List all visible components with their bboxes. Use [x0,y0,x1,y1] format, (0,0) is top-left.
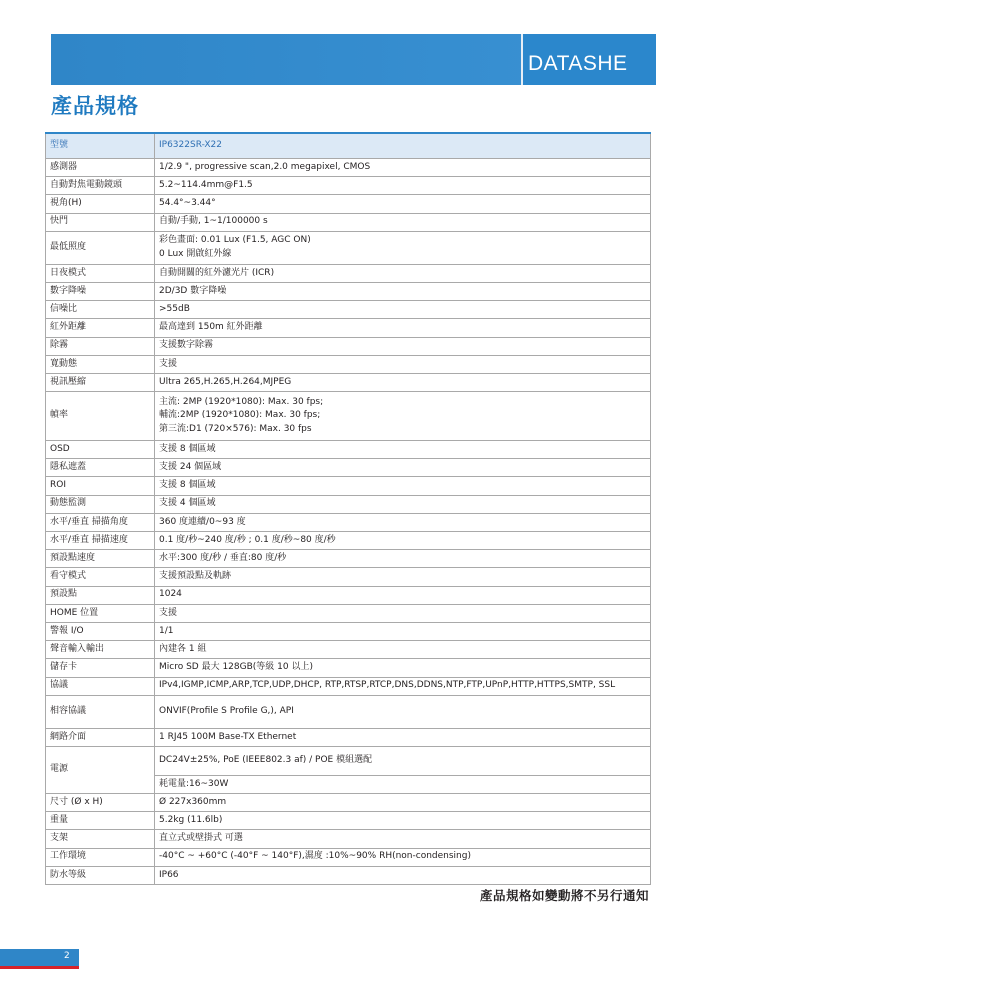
spec-value [155,830,651,848]
table-row [46,159,651,177]
spec-label: 聲音輸入輸出 [46,641,155,659]
spec-value-line: 第三流:D1 (720×576): Max. 30 fps [159,423,312,434]
spec-value-line: 自動/手動, 1~1/100000 s [159,216,268,227]
table-row [46,622,651,640]
spec-label: 協議 [46,677,155,695]
table-row [46,728,651,746]
spec-value-line: 直立式或壁掛式 可選 [159,833,243,844]
spec-label: HOME 位置 [46,604,155,622]
table-row [46,659,651,677]
table-row [46,392,651,441]
spec-value-line: IPv4,IGMP,ICMP,ARP,TCP,UDP,DHCP, RTP,RTSP,RTCP,DNS,DDNS,NTP,FTP,UPnP,HTTP,HTTPS,SMTP, SSL [159,680,616,691]
spec-label: 動態監測 [46,495,155,513]
spec-value [155,794,651,812]
spec-value [155,622,651,640]
spec-label: 紅外距離 [46,319,155,337]
table-row [46,264,651,282]
spec-value [155,477,651,495]
table-row [46,231,651,264]
spec-label: 自動對焦電動鏡頭 [46,177,155,195]
spec-value-line: 輔流:2MP (1920*1080): Max. 30 fps; [159,410,321,421]
table-row [46,337,651,355]
spec-label: 數字降噪 [46,282,155,300]
spec-value [155,586,651,604]
spec-value [155,866,651,884]
spec-value-line: 彩色畫面: 0.01 Lux (F1.5, AGC ON) [159,235,311,246]
spec-value-line: Ultra 265,H.265,H.264,MJPEG [159,376,292,387]
spec-label: 最低照度 [46,231,155,264]
spec-value [155,812,651,830]
spec-value [155,659,651,677]
table-row [46,830,651,848]
spec-value-line: 1/2.9 ", progressive scan,2.0 megapixel, CMOS [159,161,371,172]
spec-label: 重量 [46,812,155,830]
spec-label: 電源 [46,746,155,793]
footer-red-line [0,966,79,969]
spec-value [155,392,651,441]
spec-label: 信噪比 [46,301,155,319]
spec-label: 尺寸 (Ø x H) [46,794,155,812]
header-banner-text: DATASHE [528,52,628,75]
spec-value [155,568,651,586]
spec-value-line: 2D/3D 數字降噪 [159,285,227,296]
spec-value-line: 支援 8 個區域 [159,443,216,454]
spec-label: 支架 [46,830,155,848]
header-model: IP6322SR-X22 [155,133,651,159]
spec-value [155,441,651,459]
spec-value-line: 0 Lux 開啟紅外線 [159,248,232,259]
table-row [46,477,651,495]
table-row [46,177,651,195]
spec-label: 隱私遮蓋 [46,459,155,477]
spec-label: 日夜模式 [46,264,155,282]
spec-table-header [46,133,651,159]
spec-value [155,459,651,477]
spec-value-line: 支援數字除霧 [159,340,214,351]
spec-value-line: 支援 [159,358,178,369]
spec-value: DC24V±25%, PoE (IEEE802.3 af) / POE 模組選配 [155,746,651,775]
spec-label: 警報 I/O [46,622,155,640]
spec-value [155,677,651,695]
spec-value [155,604,651,622]
spec-label: 相容協議 [46,695,155,728]
spec-value [155,355,651,373]
header-label: 型號 [46,133,155,159]
spec-label: 水平/垂直 掃描速度 [46,532,155,550]
spec-value-line: 主流: 2MP (1920*1080): Max. 30 fps; [159,396,324,407]
spec-value [155,641,651,659]
table-row [46,459,651,477]
table-row [46,586,651,604]
spec-value-line: 54.4°~3.44° [159,198,216,209]
spec-label: 看守模式 [46,568,155,586]
spec-value [155,532,651,550]
spec-label: 除霧 [46,337,155,355]
table-row [46,282,651,300]
spec-value-line: 支援 4 個區域 [159,498,216,509]
spec-label: 網路介面 [46,728,155,746]
table-row [46,568,651,586]
spec-value [155,264,651,282]
spec-value [155,728,651,746]
table-row [46,641,651,659]
spec-value-line: 0.1 度/秒~240 度/秒 ; 0.1 度/秒~80 度/秒 [159,534,336,545]
spec-label: 感測器 [46,159,155,177]
spec-value-line: Ø 227x360mm [159,796,227,807]
spec-value [155,319,651,337]
spec-label: 視角(H) [46,195,155,213]
spec-label: 視訊壓縮 [46,373,155,391]
spec-label: 預設點速度 [46,550,155,568]
spec-value [155,695,651,728]
spec-value-line: 支援 24 個區域 [159,462,222,473]
table-row [46,532,651,550]
spec-value [155,550,651,568]
spec-label: 快門 [46,213,155,231]
spec-value: 耗電量:16~30W [155,775,651,793]
spec-label: OSD [46,441,155,459]
spec-value [155,177,651,195]
table-row [46,848,651,866]
table-row [46,812,651,830]
spec-label: 防水等級 [46,866,155,884]
spec-label: 預設點 [46,586,155,604]
spec-table [45,132,651,885]
spec-value-line: ONVIF(Profile S Profile G,), API [159,705,294,716]
table-row [46,604,651,622]
spec-value [155,159,651,177]
table-row [46,550,651,568]
spec-value [155,282,651,300]
page-title: 產品規格 [51,94,139,118]
spec-value-line: 5.2kg (11.6lb) [159,815,223,826]
spec-value [155,848,651,866]
spec-value-line: 水平:300 度/秒 / 垂直:80 度/秒 [159,553,287,564]
spec-value-line: IP66 [159,869,179,880]
spec-label: 水平/垂直 掃描角度 [46,513,155,531]
spec-value-line: 1/1 [159,625,174,636]
spec-value-line: Micro SD 最大 128GB(等級 10 以上) [159,662,313,673]
page-number: 2 [64,951,70,961]
table-row [46,373,651,391]
table-row [46,746,651,775]
table-row [46,441,651,459]
table-row [46,866,651,884]
table-row [46,695,651,728]
spec-label: 儲存卡 [46,659,155,677]
table-row [46,301,651,319]
table-row [46,355,651,373]
spec-label: 工作環境 [46,848,155,866]
spec-value [155,373,651,391]
spec-value [155,513,651,531]
spec-value [155,495,651,513]
spec-label: 幀率 [46,392,155,441]
table-row [46,319,651,337]
table-row [46,195,651,213]
spec-value-line: 支援 [159,607,178,618]
spec-value-line: >55dB [159,303,190,314]
spec-value [155,213,651,231]
spec-value-line: 5.2~114.4mm@F1.5 [159,180,253,191]
spec-value-line: 支援 8 個區域 [159,480,216,491]
spec-value [155,195,651,213]
table-row [46,213,651,231]
spec-value [155,337,651,355]
spec-change-notice: 產品規格如變動將不另行通知 [479,888,649,903]
spec-label: ROI [46,477,155,495]
table-row [46,677,651,695]
spec-value-line: 自動開關的紅外濾光片 (ICR) [159,267,275,278]
spec-value-line: 支援預設點及軌跡 [159,571,232,582]
spec-value [155,301,651,319]
spec-value-line: 最高達到 150m 紅外距離 [159,322,263,333]
spec-value-line: 360 度連續/0~93 度 [159,516,246,527]
table-row [46,495,651,513]
spec-value-line: -40°C ~ +60°C (-40°F ~ 140°F),濕度 :10%~90% RH(non-condensing) [159,851,471,862]
spec-label: 寬動態 [46,355,155,373]
table-row [46,513,651,531]
spec-value-line: 1024 [159,589,182,600]
table-row [46,794,651,812]
spec-value [155,231,651,264]
spec-value-line: 內建各 1 組 [159,643,207,654]
spec-value-line: 1 RJ45 100M Base-TX Ethernet [159,731,297,742]
